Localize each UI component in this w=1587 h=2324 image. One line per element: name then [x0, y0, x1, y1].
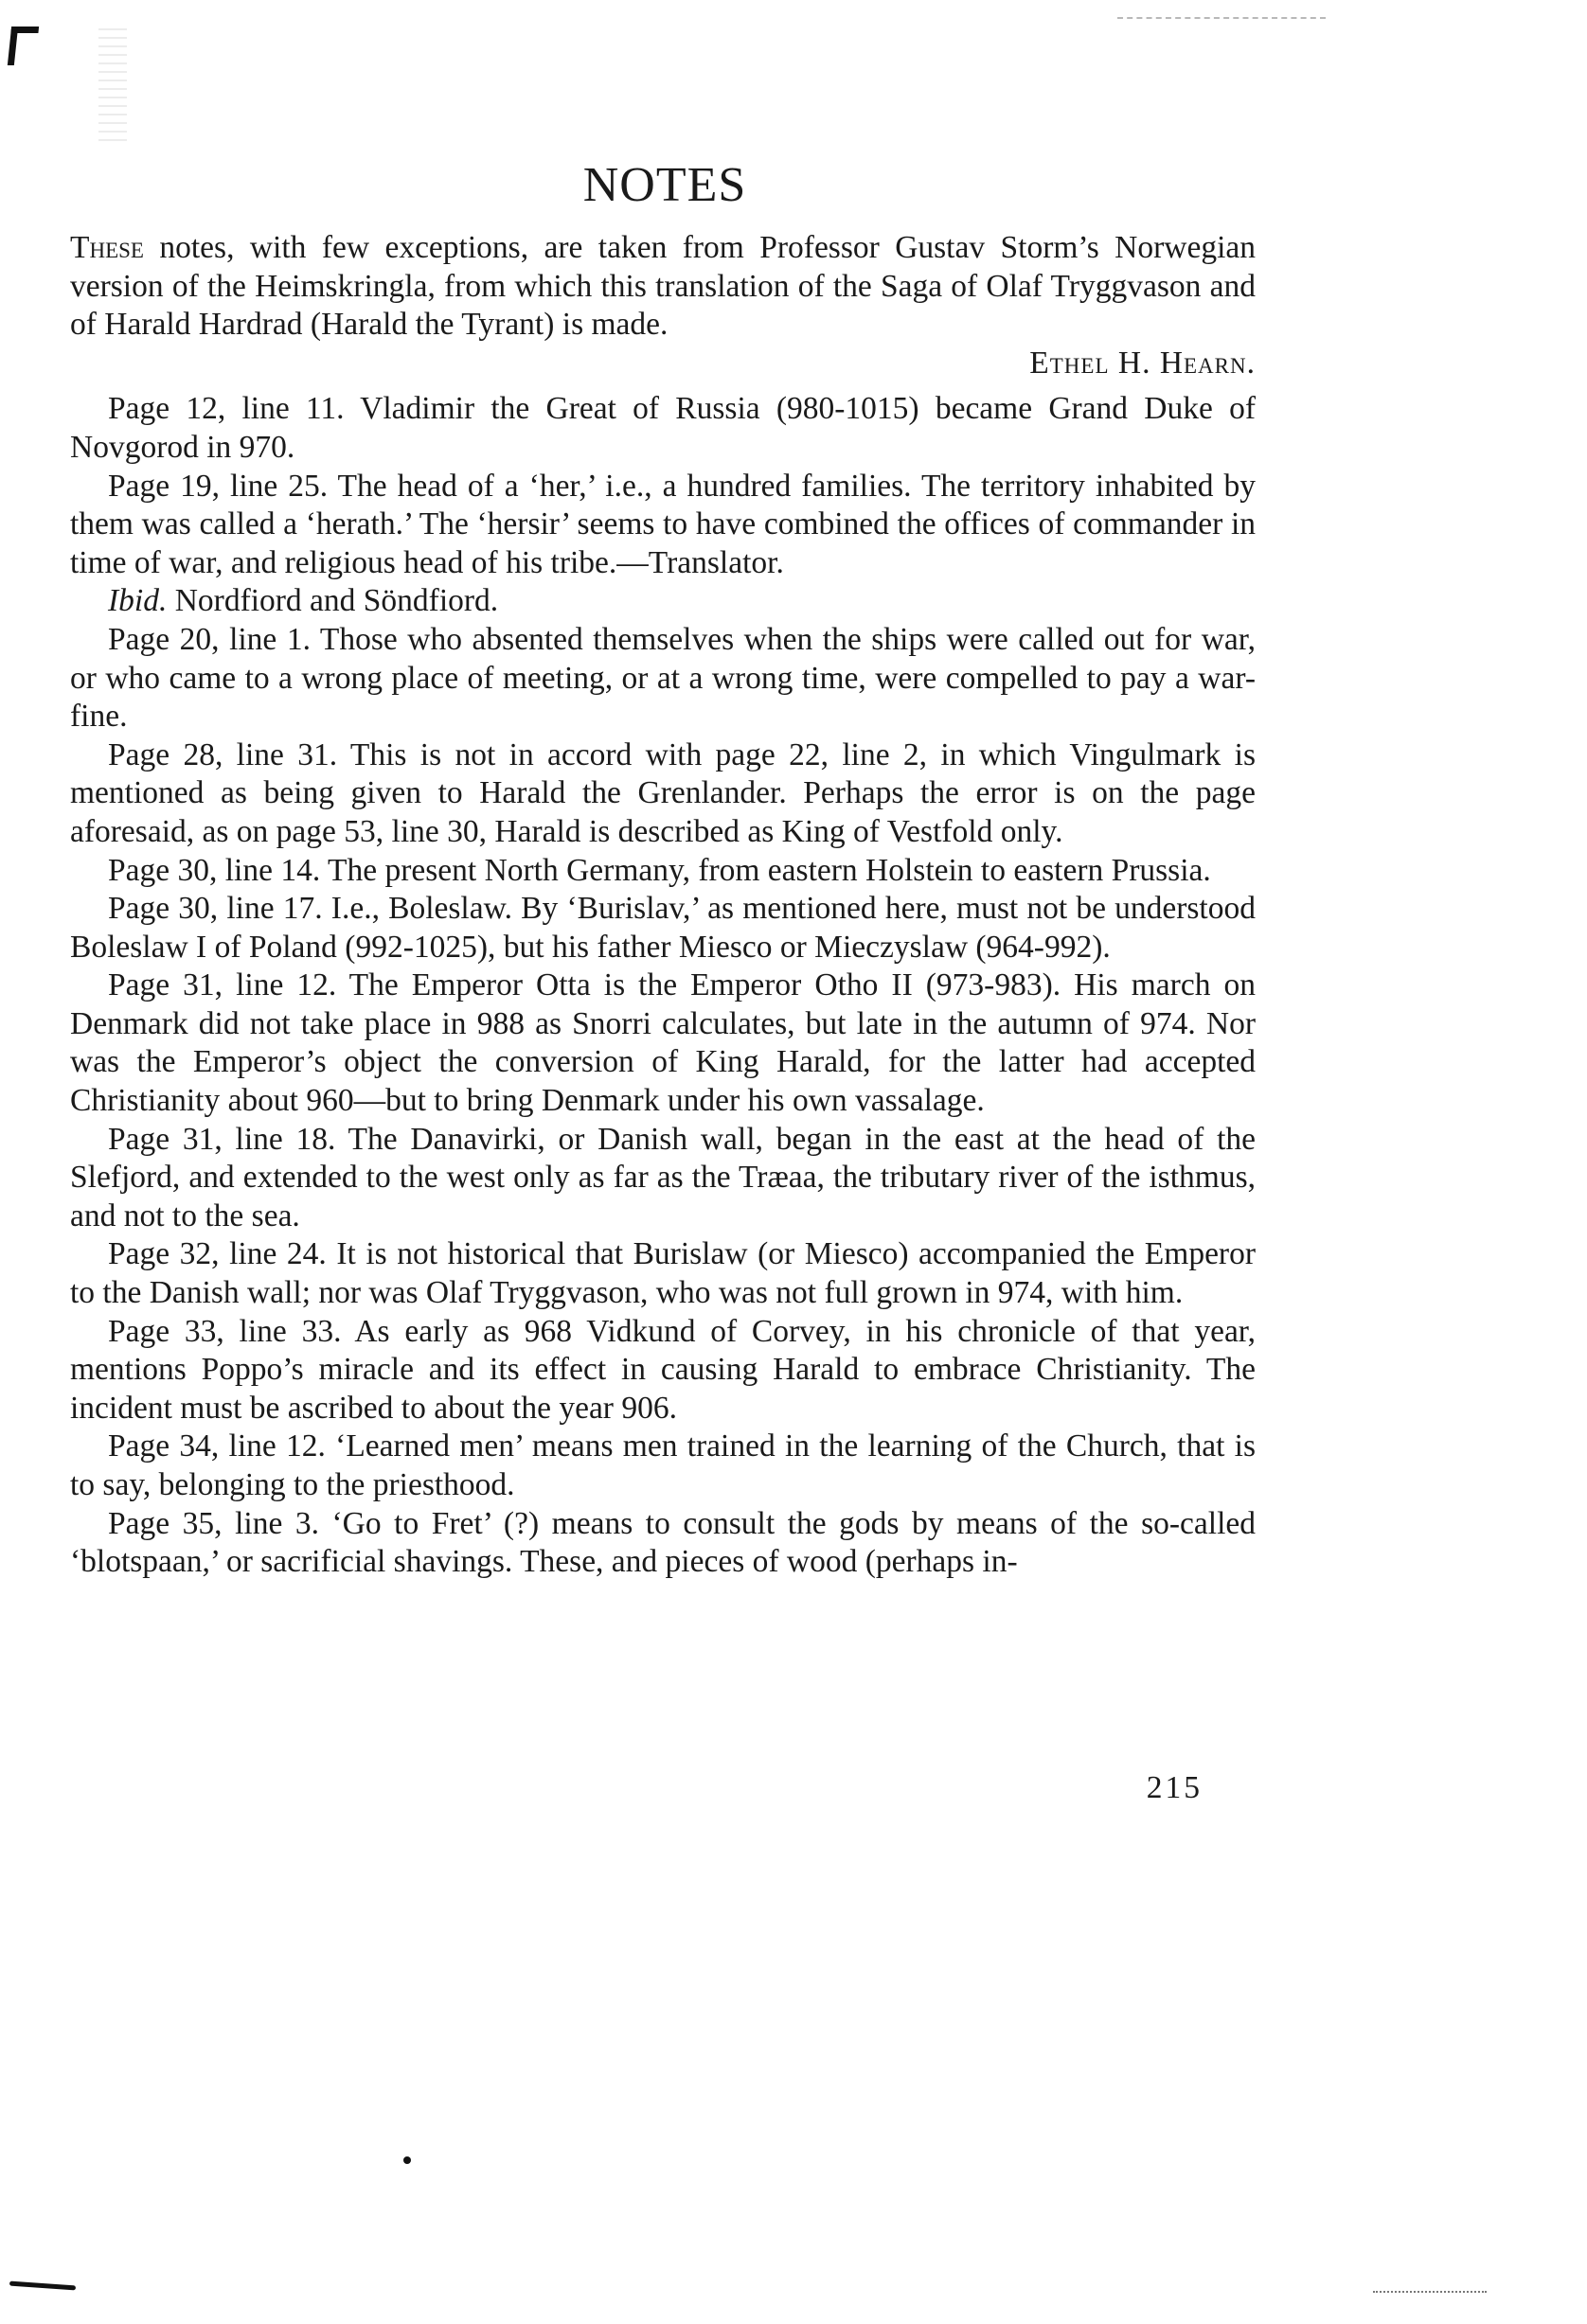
note-paragraph: [70, 582, 1256, 621]
note-paragraph: Page 33, line 33. As early as 968 Vidkund of Corvey, in his chronicle of that year, mentions Poppo’s miracle and its effect in causing Harald to embrace Christianity. The incident must be ascribed to about the year 906.: [70, 1313, 1256, 1426]
note-paragraph: Page 30, line 14. The present North Germany, from eastern Holstein to eastern Prussia.: [108, 852, 1211, 888]
ibid-text: Nordfiord and Söndfiord.: [167, 583, 499, 619]
note-paragraph: Page 31, line 18. The Danavirki, or Danish wall, began in the east at the head of the Slefjord, and extended to the west only as far as the Træaa, the tributary river of the isthmus, and not to the sea.: [70, 1121, 1256, 1233]
intro-text: notes, with few exceptions, are taken from Professor Gustav Storm’s Norwegian version of the Heimskringla, from which this translation of the Saga of Olaf Tryggvason and of Harald Hardrad (Harald the Tyrant) is made.: [70, 230, 1256, 343]
page-title: NOTES: [582, 158, 747, 212]
note-paragraph: Page 19, line 25. The head of a ‘her,’ i.e., a hundred families. The territory inhabited by them was called a ‘herath.’ The ‘hersir’ seems to have combined the offices of commander in time of war, and religious head of his tribe.—Translator.: [70, 468, 1256, 580]
scan-bottom-left-mark: [9, 2281, 76, 2291]
scan-bottom-right-mark: [1373, 2291, 1487, 2293]
page-number: 215: [1146, 1770, 1203, 1805]
note-paragraph: Page 31, line 12. The Emperor Otta is the Emperor Otho II (973-983). His march on Denmark did not take place in 988 as Snorri calculates, but late in the autumn of 974. Nor was the Emperor’s object the conversion of King Harald, for the latter had accepted Christianity about 960—but to bring Denmark under his own vassalage.: [70, 967, 1256, 1119]
ibid-label: Ibid.: [108, 583, 168, 619]
note-paragraph: Page 34, line 12. ‘Learned men’ means men trained in the learning of the Church, that is to say, belonging to the priesthood.: [70, 1428, 1256, 1502]
note-paragraph: Page 12, line 11. Vladimir the Great of Russia (980-1015) became Grand Duke of Novgorod in 970.: [70, 391, 1256, 465]
scan-corner-mark: [8, 27, 39, 65]
note-paragraph: Page 28, line 31. This is not in accord with page 22, line 2, in which Vingulmark is mentioned as being given to Harald the Grenlander. Perhaps the error is on the page aforesaid, as on page 53, line 30, Harald is described as King of Vestfold only.: [70, 736, 1256, 849]
notes-body: [70, 229, 1256, 1582]
scan-noise: [98, 28, 127, 142]
note-paragraph: Page 30, line 17. I.e., Boleslaw. By ‘Burislav,’ as mentioned here, must not be understood Boleslaw I of Poland (992-1025), but his father Miesco or Mieczyslaw (964-992).: [70, 891, 1256, 965]
note-paragraph: Page 20, line 1. Those who absented themselves when the ships were called out for war, or who came to a wrong place of meeting, or at a wrong time, were compelled to pay a war-fine.: [70, 621, 1256, 735]
scan-top-rule: [1117, 17, 1326, 19]
translator-signature: Ethel H. Hearn.: [1029, 345, 1256, 381]
note-paragraph: Page 32, line 24. It is not historical that Burislaw (or Miesco) accompanied the Emperor to the Danish wall; nor was Olaf Tryggvason, who was not full grown in 974, with him.: [70, 1236, 1256, 1311]
scan-speck: [403, 2156, 411, 2164]
intro-lead-smallcaps: These: [70, 230, 144, 265]
intro-paragraph: [70, 229, 1256, 345]
note-paragraph: Page 35, line 3. ‘Go to Fret’ (?) means to consult the gods by means of the so-called ‘blotspaan,’ or sacrificial shavings. These, and pieces of wood (perhaps in-: [70, 1505, 1256, 1580]
